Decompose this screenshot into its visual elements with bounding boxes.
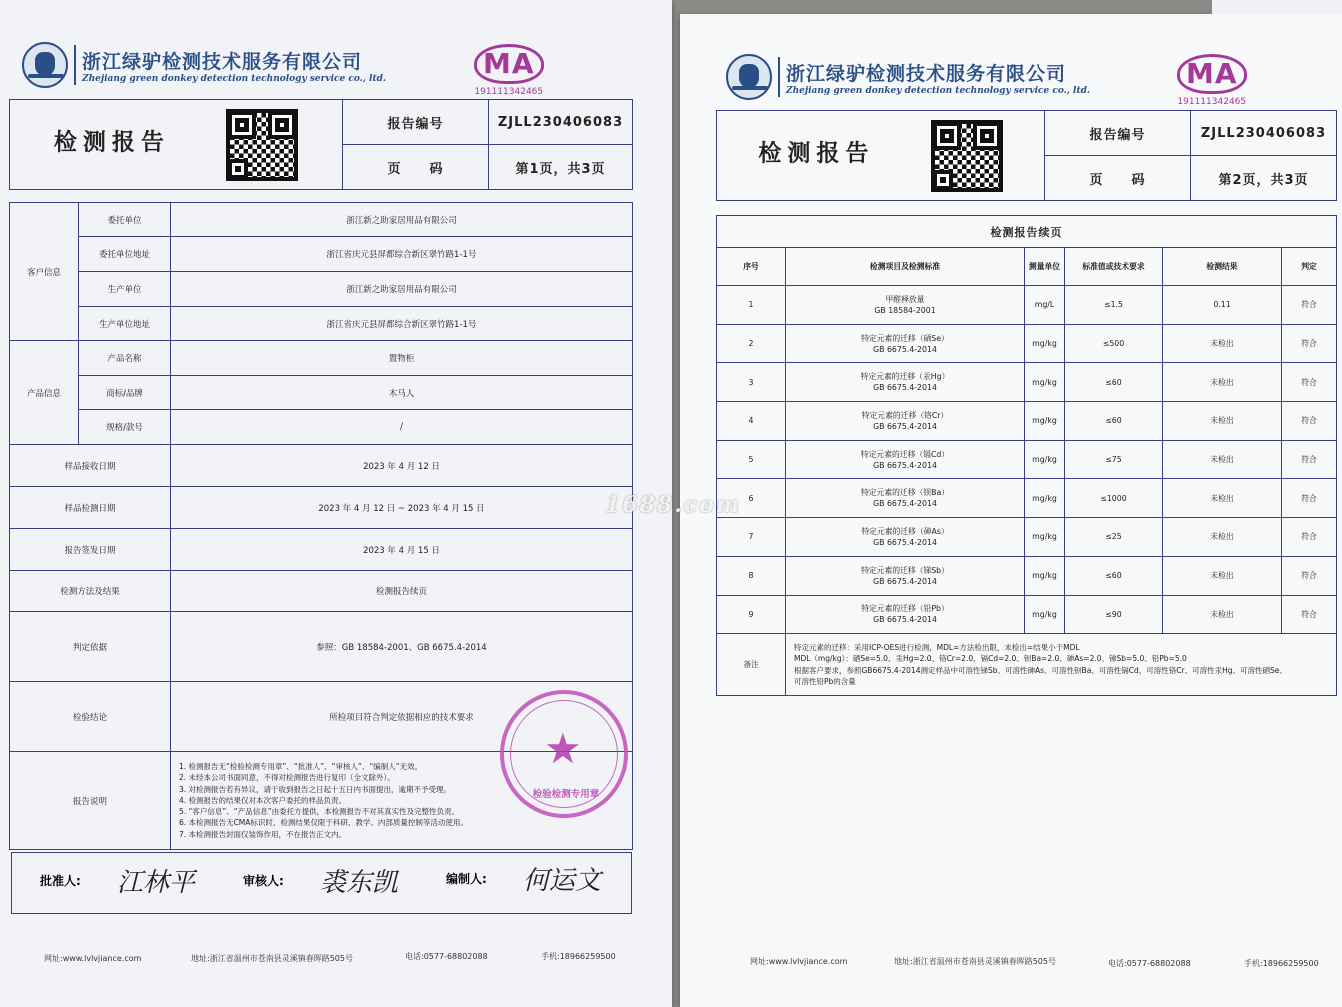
result-value: 未检出 [1163, 595, 1282, 634]
report-title-cell [717, 111, 1045, 201]
cma-logo [474, 44, 544, 97]
result-item-name: 甲醛释放量 [885, 294, 925, 304]
results-body [717, 286, 1337, 634]
result-item-standard: GB 6675.4-2014 [873, 499, 937, 509]
approver-sig: 江林平 [116, 868, 195, 898]
seal-text: 检验检测专用章 [532, 789, 600, 800]
result-unit: mg/kg [1025, 595, 1065, 634]
page-label: 页 码 [1045, 156, 1191, 201]
report-no-value: ZJLL230406083 [1191, 111, 1337, 156]
result-value: 未检出 [1163, 479, 1282, 518]
result-no: 7 [717, 518, 786, 557]
note-item: 7. 本检测报告封面仅装饰作用，不在报告正文内。 [179, 829, 347, 839]
method-label: 检测方法及结果 [10, 571, 171, 612]
result-verdict: 符合 [1282, 595, 1337, 634]
result-item [786, 286, 1025, 325]
product-row-label: 产品名称 [79, 341, 171, 376]
result-row [717, 518, 1337, 557]
result-unit: mg/kg [1025, 363, 1065, 402]
result-item-standard: GB 6675.4-2014 [873, 576, 937, 586]
product-row-value: 置物柜 [171, 341, 633, 376]
star-icon: ★ [544, 724, 582, 773]
report-title: 检测报告 [53, 129, 170, 155]
result-requirement: ≤60 [1065, 402, 1163, 441]
footer-mobile: 手机:18966259500 [541, 952, 616, 961]
editor-sig: 何运文 [522, 866, 601, 896]
reviewer-sig: 裘东凯 [319, 868, 398, 898]
result-no: 2 [717, 324, 786, 363]
report-title: 检测报告 [758, 140, 875, 166]
result-no: 6 [717, 479, 786, 518]
receive-date-label: 样品接收日期 [10, 445, 171, 487]
donkey-logo-icon [22, 42, 68, 88]
notes-label: 报告说明 [10, 752, 171, 850]
result-no: 4 [717, 402, 786, 441]
result-unit: mg/L [1025, 286, 1065, 325]
cma-logo [1177, 54, 1247, 107]
result-requirement: ≤1000 [1065, 479, 1163, 518]
result-value: 未检出 [1163, 402, 1282, 441]
note-item: 1. 检测报告无“检验检测专用章”、“批准人”、“审核人”、“编制人”无效。 [179, 761, 423, 771]
results-table [716, 215, 1337, 696]
cma-mark-icon: MA [1177, 54, 1247, 94]
product-row-value: 木马人 [171, 376, 633, 410]
result-value: 0.11 [1163, 286, 1282, 325]
result-item [786, 402, 1025, 441]
result-item-standard: GB 6675.4-2014 [873, 537, 937, 547]
result-row [717, 286, 1337, 325]
result-item [786, 518, 1025, 557]
result-item-standard: GB 6675.4-2014 [873, 344, 937, 354]
result-item-name: 特定元素的迁移（铅Pb） [861, 604, 949, 614]
company-name-cn: 浙江绿驴检测技术服务有限公司 [786, 62, 1067, 85]
result-requirement: ≤90 [1065, 595, 1163, 634]
issue-date-value: 2023 年 4 月 15 日 [171, 529, 633, 571]
result-item-name: 特定元素的迁移（砷As） [861, 526, 949, 536]
result-requirement: ≤25 [1065, 518, 1163, 557]
result-unit: mg/kg [1025, 402, 1065, 441]
report-page-2 [680, 14, 1342, 1007]
footer-mobile: 手机:18966259500 [1244, 959, 1319, 968]
result-no: 5 [717, 440, 786, 479]
remark-line: 特定元素的迁移：采用ICP-OES进行检测，MDL=方法检出限，未检出=结果小于MDL [794, 643, 1080, 653]
result-value: 未检出 [1163, 440, 1282, 479]
result-item [786, 479, 1025, 518]
reviewer-signature [243, 862, 398, 899]
cma-number: 191111342465 [474, 87, 544, 97]
client-row-label: 委托单位地址 [79, 237, 171, 272]
result-item [786, 556, 1025, 595]
company-name-en: Zhejiang green donkey detection technology service co., ltd. [786, 85, 1091, 96]
remark-line: 根据客户要求，参照GB6675.4-2014测定样品中可溶性锑Sb、可溶性砷As、可溶性钡Ba、可溶性镉Cd、可溶性铬Cr、可溶性汞Hg、可溶性硒Se、 [794, 665, 1287, 675]
background-paper-edge [1212, 0, 1342, 14]
client-row-label: 委托单位 [79, 203, 171, 237]
column-header: 测量单位 [1025, 248, 1065, 286]
column-header: 检测结果 [1163, 248, 1282, 286]
client-row-label: 生产单位地址 [79, 307, 171, 341]
footer-phone: 电话:0577-68802088 [1108, 959, 1191, 968]
result-row [717, 595, 1337, 634]
result-unit: mg/kg [1025, 324, 1065, 363]
result-row [717, 556, 1337, 595]
company-header [726, 54, 1090, 100]
product-row-label: 商标/品牌 [79, 376, 171, 410]
result-unit: mg/kg [1025, 556, 1065, 595]
product-row-label: 规格/款号 [79, 410, 171, 445]
result-item-standard: GB 18584-2001 [874, 305, 936, 315]
basis-label: 判定依据 [10, 612, 171, 682]
result-verdict: 符合 [1282, 556, 1337, 595]
result-item-name: 特定元素的迁移（汞Hg） [860, 372, 950, 382]
result-item-name: 特定元素的迁移（镉Cd） [860, 449, 950, 459]
report-title-cell [10, 100, 343, 190]
report-no-label: 报告编号 [343, 100, 489, 145]
issue-date-label: 报告签发日期 [10, 529, 171, 571]
result-item [786, 363, 1025, 402]
client-info-group: 客户信息 [10, 203, 79, 341]
footer-web: 网址:www.lvlvjiance.com [44, 954, 142, 963]
result-verdict: 符合 [1282, 518, 1337, 557]
official-seal [500, 690, 628, 818]
result-row [717, 324, 1337, 363]
report-header-table [716, 110, 1337, 201]
column-header: 检测项目及检测标准 [786, 248, 1025, 286]
result-unit: mg/kg [1025, 518, 1065, 557]
test-date-label: 样品检测日期 [10, 487, 171, 529]
result-item-standard: GB 6675.4-2014 [873, 615, 937, 625]
header-divider [74, 45, 76, 85]
client-row-label: 生产单位 [79, 272, 171, 307]
client-row-value: 浙江省庆元县屏都综合新区翠竹路1-1号 [171, 307, 633, 341]
result-no: 3 [717, 363, 786, 402]
company-name-en: Zhejiang green donkey detection technology service co., ltd. [82, 73, 387, 84]
result-item-standard: GB 6675.4-2014 [873, 421, 937, 431]
editor-label: 编制人: [446, 872, 487, 886]
results-table-title: 检测报告续页 [717, 216, 1337, 248]
result-no: 9 [717, 595, 786, 634]
result-verdict: 符合 [1282, 363, 1337, 402]
approver-label: 批准人: [40, 874, 81, 888]
report-no-label: 报告编号 [1045, 111, 1191, 156]
column-header: 判定 [1282, 248, 1337, 286]
note-item: 4. 检测报告的结果仅对本次客户委托的样品负责。 [179, 795, 347, 805]
result-value: 未检出 [1163, 556, 1282, 595]
receive-date-value: 2023 年 4 月 12 日 [171, 445, 633, 487]
page-value: 第2页，共3页 [1191, 156, 1337, 201]
result-verdict: 符合 [1282, 286, 1337, 325]
result-item-name: 特定元素的迁移（钡Ba） [860, 488, 950, 498]
header-divider [778, 57, 780, 97]
report-no-value: ZJLL230406083 [489, 100, 633, 145]
note-item: 5. “客户信息”、“产品信息”由委托方提供，本检测报告不对其真实性及完整性负责。 [179, 807, 460, 817]
watermark-text: 1688.com [605, 492, 742, 518]
note-item: 2. 未经本公司书面同意，不得对检测报告进行复印（全文除外）。 [179, 773, 395, 783]
approver-signature [40, 862, 195, 899]
result-value: 未检出 [1163, 518, 1282, 557]
cma-mark-icon: MA [474, 44, 544, 84]
product-info-group: 产品信息 [10, 341, 79, 445]
note-item: 3. 对检测报告若有异议，请于收到报告之日起十五日内书面提出，逾期不予受理。 [179, 784, 452, 794]
result-verdict: 符合 [1282, 402, 1337, 441]
result-verdict: 符合 [1282, 440, 1337, 479]
footer-address: 地址:浙江省温州市苍南县灵溪镇春晖路505号 [894, 957, 1056, 966]
client-row-value: 浙江新之助家居用品有限公司 [171, 203, 633, 237]
conclusion-value: 所检项目符合判定依据相应的技术要求 [171, 682, 633, 752]
footer-phone: 电话:0577-68802088 [405, 952, 488, 961]
result-row [717, 402, 1337, 441]
result-value: 未检出 [1163, 363, 1282, 402]
qr-code-icon [931, 120, 1003, 192]
result-item [786, 595, 1025, 634]
result-item-name: 特定元素的迁移（硒Se） [861, 333, 949, 343]
result-requirement: ≤60 [1065, 556, 1163, 595]
remarks-label: 备注 [717, 634, 786, 696]
result-requirement: ≤75 [1065, 440, 1163, 479]
result-item-standard: GB 6675.4-2014 [873, 383, 937, 393]
result-row [717, 440, 1337, 479]
footer-address: 地址:浙江省温州市苍南县灵溪镇春晖路505号 [191, 954, 353, 963]
column-header: 标准值或技术要求 [1065, 248, 1163, 286]
result-requirement: ≤60 [1065, 363, 1163, 402]
result-no: 1 [717, 286, 786, 325]
result-row [717, 363, 1337, 402]
client-row-value: 浙江新之助家居用品有限公司 [171, 272, 633, 307]
page-value: 第1页，共3页 [489, 145, 633, 190]
column-header: 序号 [717, 248, 786, 286]
qr-code-icon [226, 109, 298, 181]
company-name-cn: 浙江绿驴检测技术服务有限公司 [82, 50, 363, 73]
result-item [786, 324, 1025, 363]
product-row-value: / [171, 410, 633, 445]
result-item-name: 特定元素的迁移（铬Cr） [861, 410, 949, 420]
result-requirement: ≤1.5 [1065, 286, 1163, 325]
remarks-text [786, 634, 1337, 696]
result-verdict: 符合 [1282, 479, 1337, 518]
result-unit: mg/kg [1025, 479, 1065, 518]
note-item: 6. 本检测报告无CMA标识时，检测结果仅限于科研、教学、内部质量控制等活动使用。 [179, 818, 468, 828]
client-row-value: 浙江省庆元县屏都综合新区翠竹路1-1号 [171, 237, 633, 272]
result-item-name: 特定元素的迁移（锑Sb） [861, 565, 949, 575]
donkey-logo-icon [726, 54, 772, 100]
footer-web: 网址:www.lvlvjiance.com [750, 957, 848, 966]
method-value: 检测报告续页 [171, 571, 633, 612]
result-value: 未检出 [1163, 324, 1282, 363]
remark-line: MDL（mg/kg）：硒Se=5.0、汞Hg=2.0、铬Cr=2.0、镉Cd=2.0、钡Ba=2.0、砷As=2.0、锑Sb=5.0、铅Pb=5.0 [794, 654, 1187, 664]
result-item-standard: GB 6675.4-2014 [873, 460, 937, 470]
basis-value: 参照：GB 18584-2001、GB 6675.4-2014 [171, 612, 633, 682]
conclusion-label: 检验结论 [10, 682, 171, 752]
cma-number: 191111342465 [1177, 97, 1247, 107]
page-label: 页 码 [343, 145, 489, 190]
result-requirement: ≤500 [1065, 324, 1163, 363]
editor-signature [446, 860, 601, 897]
result-item [786, 440, 1025, 479]
result-unit: mg/kg [1025, 440, 1065, 479]
test-date-value: 2023 年 4 月 12 日 ~ 2023 年 4 月 15 日 [171, 487, 633, 529]
remark-line: 可溶性铅Pb的含量 [794, 676, 856, 686]
results-header-row [717, 248, 1337, 286]
reviewer-label: 审核人: [243, 874, 284, 888]
result-no: 8 [717, 556, 786, 595]
report-header-table [9, 99, 633, 190]
company-header [22, 42, 386, 88]
result-verdict: 符合 [1282, 324, 1337, 363]
result-row [717, 479, 1337, 518]
